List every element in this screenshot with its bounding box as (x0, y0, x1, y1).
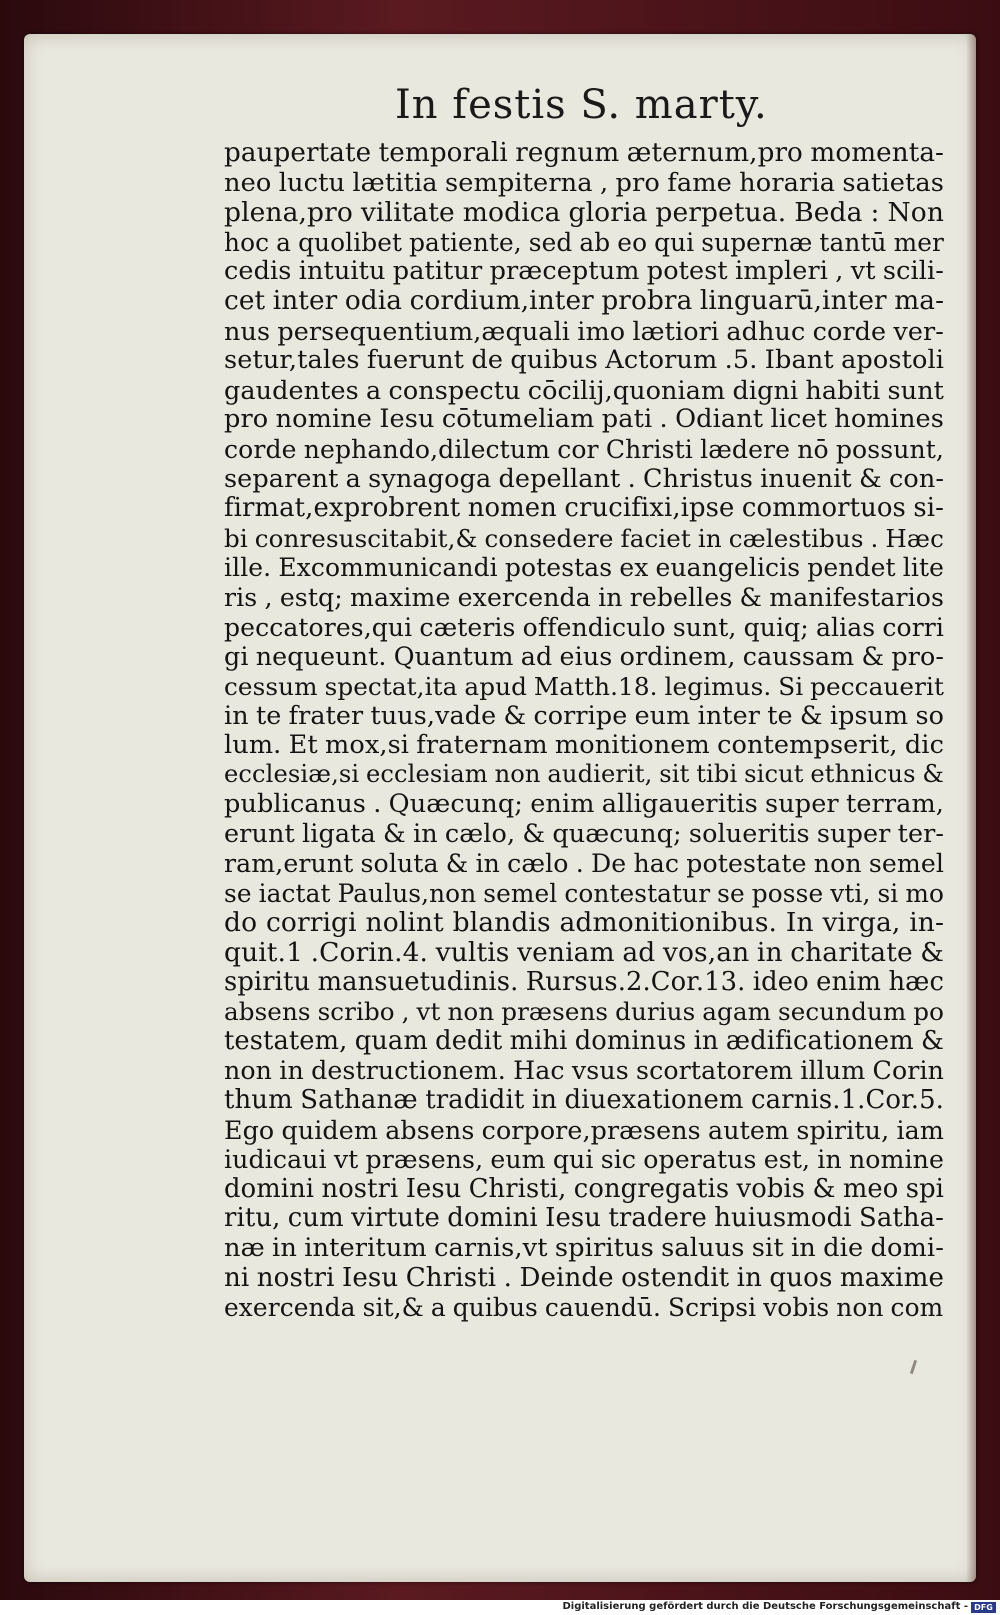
text-line: firmat,exprobrent nomen crucifixi,ipse commortuos si- (224, 493, 944, 524)
text-line: cedis intuitu patitur præceptum potest impleri , vt scili- (224, 256, 944, 287)
text-line: lum. Et mox,si fraternam monitionem contempserit, dic (224, 729, 944, 760)
text-line: erunt ligata & in cælo, & quæcunq; solueritis super ter- (224, 818, 945, 849)
text-line: bi conresuscitabit,& consedere faciet in cælestibus . Hæc (224, 523, 944, 553)
text-line: thum Sathanæ tradidit in diuexationem carnis.1.Cor.5. (224, 1085, 944, 1115)
text-line: pro nomine Iesu cōtumeliam pati . Odiant licet homines (224, 404, 944, 435)
text-line: ris , estq; maxime exercenda in rebelles & manifestarios (224, 582, 944, 612)
text-line: quit.1 .Corin.4. vultis veniam ad vos,an in charitate & (224, 937, 944, 969)
text-line: hoc a quolibet patiente, sed ab eo qui supernæ tantū mer (224, 227, 944, 257)
text-line: in te frater tuus,vade & corripe eum inter te & ipsum so (224, 700, 944, 731)
text-line: gaudentes a conspectu cōcilij,quoniam digni habiti sunt (224, 374, 944, 405)
text-line: næ in interitum carnis,vt spiritus saluus sit in die domi- (224, 1232, 944, 1263)
text-line: testatem, quam dedit mihi dominus in ædificationem & (224, 1025, 944, 1056)
text-line: exercenda sit,& a quibus cauendū. Scripsi vobis non com (224, 1293, 944, 1323)
text-line: separent a synagoga depellant . Christus inuenit & con- (224, 463, 945, 494)
text-line: publicanus . Quæcunq; enim alligaueritis super terram, (224, 789, 944, 820)
text-line: absens scribo , vt non præsens durius agam secundum po (224, 997, 944, 1027)
text-line: neo luctu lætitia sempiterna , pro fame horaria satietas (224, 167, 944, 198)
text-line: cet inter odia cordium,inter probra linguarū,inter ma- (224, 285, 945, 316)
text-line: gi nequeunt. Quantum ad eius ordinem, caussam & pro- (224, 641, 944, 672)
running-head: In festis S. marty. (395, 82, 768, 128)
text-line: spiritu mansuetudinis. Rursus.2.Cor.13. ideo enim hæc (224, 966, 944, 997)
text-line: ritu, cum virtute domini Iesu tradere huiusmodi Satha- (224, 1203, 944, 1234)
dfg-logo: DFG (971, 1602, 996, 1613)
text-line: Ego quidem absens corpore,præsens autem spiritu, iam (224, 1114, 944, 1145)
digitization-credit: Digitalisierung gefördert durch die Deutsche Forschungsgemeinschaft - (562, 1601, 968, 1612)
text-line: domini nostri Iesu Christi, congregatis vobis & meo spi (224, 1173, 944, 1204)
text-line: ille. Excommunicandi potestas ex euangelicis pendet lite (224, 553, 944, 583)
text-line: nus persequentium,æquali imo lætiori adhuc corde ver- (224, 315, 944, 346)
text-line: non in destructionem. Hac vsus scortatorem illum Corin (224, 1056, 944, 1086)
text-line: paupertate temporali regnum æternum,pro momenta- (224, 138, 944, 168)
text-line: ecclesiæ,si ecclesiam non audierit, sit tibi sicut ethnicus & (224, 760, 944, 789)
text-line: peccatores,qui cæteris offendiculo sunt, quiq; alias corri (224, 612, 944, 642)
text-line: iudicaui vt præsens, eum qui sic operatus est, in nomine (224, 1145, 944, 1175)
text-line: se iactat Paulus,non semel contestatur se posse vti, si mo (224, 878, 944, 908)
text-line: do corrigi nolint blandis admonitionibus. In virga, in- (224, 907, 944, 939)
text-line: corde nephando,dilectum cor Christi lædere nō possunt, (224, 434, 944, 464)
text-line: setur,tales fuerunt de quibus Actorum .5. Ibant apostoli (224, 345, 944, 376)
text-line: ram,erunt soluta & in cælo . De hac potestate non semel (224, 849, 944, 879)
text-line: ni nostri Iesu Christi . Deinde ostendit in quos maxime (224, 1262, 944, 1293)
text-line: cessum spectat,ita apud Matth.18. legimus. Si peccauerit (224, 671, 944, 701)
body-text (224, 139, 944, 1323)
text-line: plena,pro vilitate modica gloria perpetua. Beda : Non (224, 197, 944, 229)
margin-mark (910, 1360, 917, 1374)
